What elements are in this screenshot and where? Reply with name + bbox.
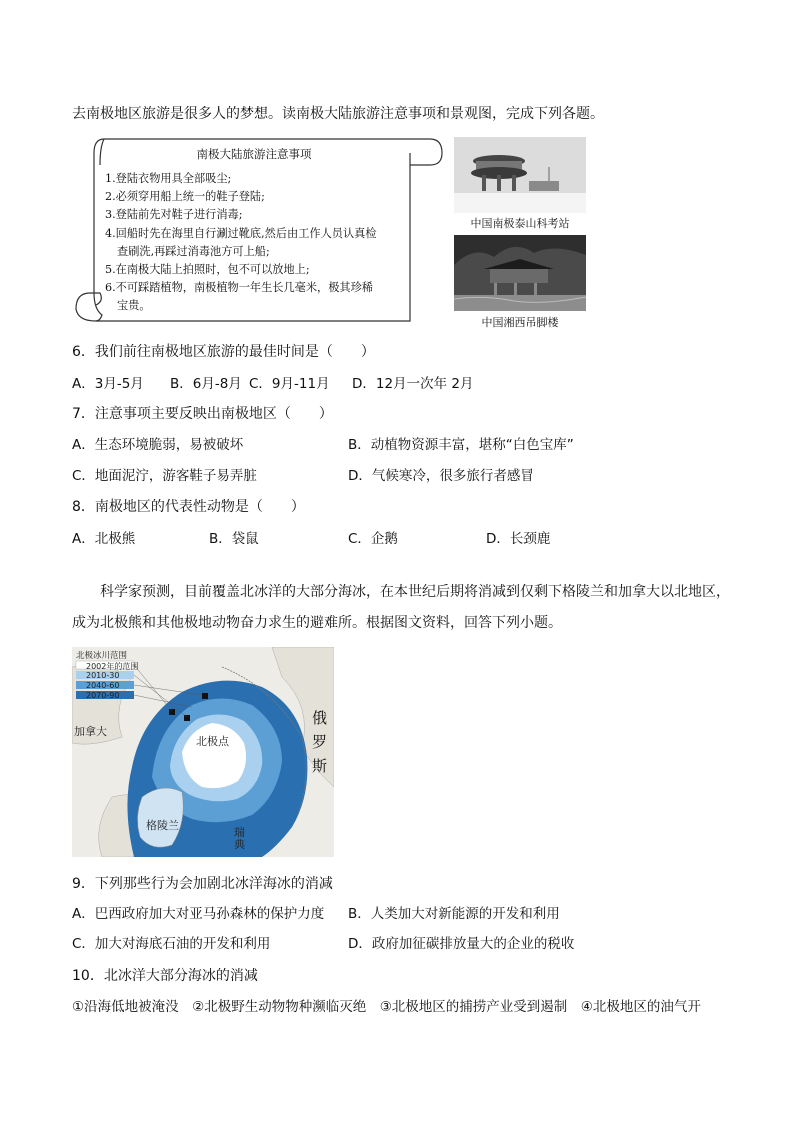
q9-option-b: B．人类加大对新能源的开发和利用 [348,906,560,922]
notice-list [105,170,405,316]
notice-item: 2.必须穿用船上统一的鞋子登陆; [105,190,265,204]
map-legend-item: 2010-30 [86,671,120,680]
q7-option-d: D．气候寒冷，很多旅行者感冒 [348,468,534,484]
q8-option-c: C．企鹅 [348,531,398,547]
notice-title: 南极大陆旅游注意事项 [196,147,312,161]
map-legend-title: 北极冰川范围 [76,651,128,661]
stilt-house-photo [454,235,586,311]
q8-stem: 8．南极地区的代表性动物是（ ） [72,499,305,515]
sweden-label: 瑞典 [234,826,245,851]
q8-option-a: A．北极熊 [72,531,136,547]
q7-option-a: A．生态环境脆弱，易被破坏 [72,437,244,453]
notice-item: 4.回船时先在海里自行涮过靴底,然后由工作人员认真检 [105,226,377,240]
station-caption: 中国南极泰山科考站 [470,217,570,230]
map-legend-item: 2040-60 [86,681,120,690]
q7-option-c: C．地面泥泞，游客鞋子易弄脏 [72,468,257,484]
notice-item: 5.在南极大陆上拍照时，包不可以放地上; [105,263,310,277]
canada-label: 加拿大 [74,725,107,738]
q6-option-b: B．6月-8月 [170,376,242,392]
intro-text: 去南极地区旅游是很多人的梦想。读南极大陆旅游注意事项和景观图，完成下列各题。 [72,106,604,122]
q9-option-a: A．巴西政府加大对亚马孙森林的保护力度 [72,906,325,922]
q10-options: ①沿海低地被淹没 ②北极野生动物物种濒临灭绝 ③北极地区的捕捞产业受到遏制 ④北极地区的油气开 [72,999,701,1015]
q7-option-b: B．动植物资源丰富，堪称“白色宝库” [348,437,574,453]
russia-label: 俄罗斯 [312,709,328,775]
greenland-label: 格陵兰 [146,819,179,832]
q6-option-d: D．12月一次年 2月 [352,376,474,392]
q8-option-b: B．袋鼠 [209,531,259,547]
map-legend-item: 2070-90 [86,691,120,700]
notice-item: 查刷洗,再踩过消毒池方可上船; [117,244,270,258]
station-photo [454,137,586,213]
q6-stem: 6．我们前往南极地区旅游的最佳时间是（ ） [72,344,375,360]
passage2-line1: 科学家预测，目前覆盖北冰洋的大部分海冰，在本世纪后期将消减到仅剩下格陵兰和加拿大以北地区， [100,584,730,600]
q10-stem: 10．北冰洋大部分海冰的消减 [72,968,258,984]
north-pole-label: 北极点 [196,735,229,748]
stilt-house-caption: 中国湘西吊脚楼 [481,316,559,329]
q8-option-d: D．长颈鹿 [486,531,551,547]
notice-item: 6.不可踩踏植物，南极植物一年生长几毫米，极其珍稀 [105,281,373,295]
notice-item: 宝贵。 [117,299,151,313]
passage2-line2: 成为北极熊和其他极地动物奋力求生的避难所。根据图文资料，回答下列小题。 [72,615,562,631]
q7-stem: 7．注意事项主要反映出南极地区（ ） [72,406,333,422]
map-legend-item: 2002年的范围 [86,662,139,671]
notice-item: 1.登陆衣物用具全部吸尘; [105,172,232,185]
notice-item: 3.登陆前先对鞋子进行消毒; [105,208,243,222]
q6-option-a: A．3月-5月 [72,376,144,392]
q9-option-d: D．政府加征碳排放量大的企业的税收 [348,936,575,952]
arctic-map [72,647,334,857]
stilt-house-image [454,235,586,311]
q9-stem: 9．下列那些行为会加剧北冰洋海冰的消减 [72,876,333,892]
station-image [454,137,586,213]
q6-option-c: C．9月-11月 [249,376,330,392]
q9-option-c: C．加大对海底石油的开发和利用 [72,936,271,952]
